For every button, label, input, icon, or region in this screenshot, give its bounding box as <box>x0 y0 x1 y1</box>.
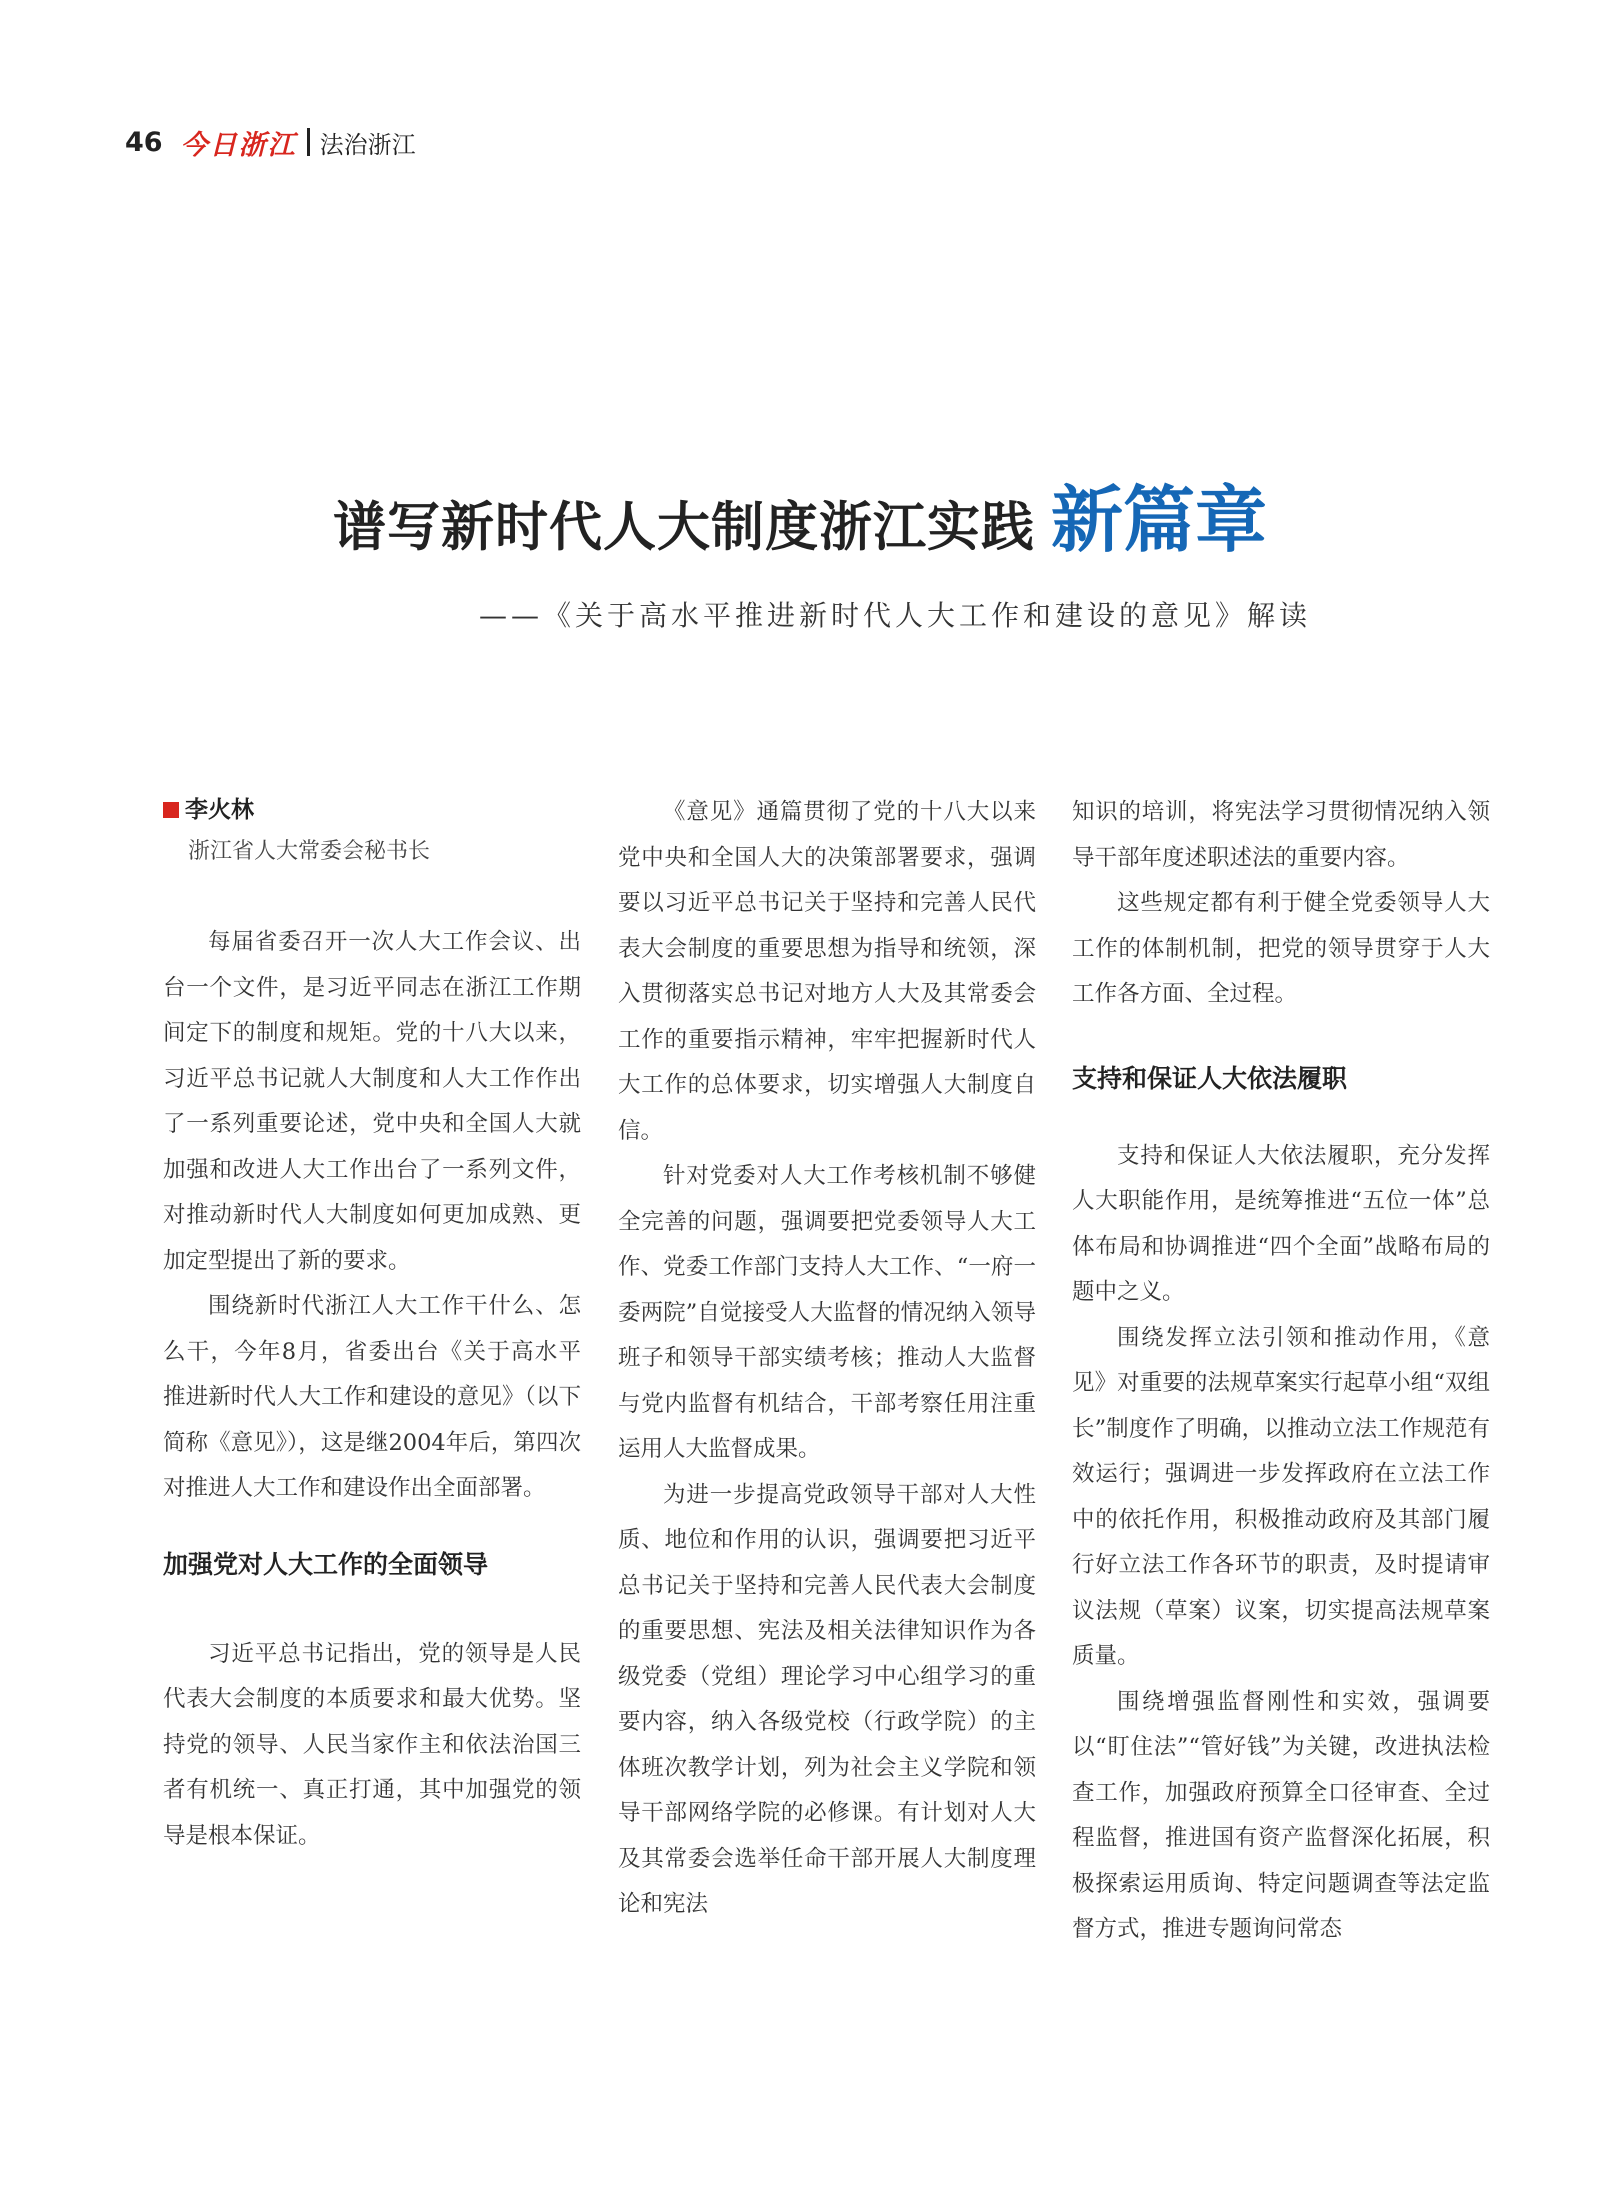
magazine-logo: 今日浙江 <box>180 129 297 161</box>
text-column-2 <box>618 790 1036 1928</box>
author-title: 浙江省人大常委会秘书长 <box>188 839 431 864</box>
paragraph: 围绕发挥立法引领和推动作用，《意见》对重要的法规草案实行起草小组“双组长”制度作了明确，以推动立法工作规范有效运行；强调进一步发挥政府在立法工作中的依托作用，积极推动政府及其部门履行好立法工作各环节的职责，及时提请审议法规（草案）议案，切实提高法规草案质量。 <box>1072 1324 1490 1669</box>
author-name: 李火林 <box>185 797 254 823</box>
article-title <box>0 462 1600 566</box>
article-subtitle: ——《关于高水平推进新时代人大工作和建设的意见》解读 <box>478 599 1311 632</box>
paragraph: 围绕增强监督刚性和实效，强调要以“盯住法”“管好钱”为关键，改进执法检查工作，加强政府预算全口径审查、全过程监督，推进国有资产监督深化拓展，积极探索运用质询、特定问题调查等法定监督方式，推进专题询问常态 <box>1072 1688 1490 1942</box>
author-marker-icon <box>163 802 179 818</box>
paragraph: 围绕新时代浙江人大工作干什么、怎么干，今年8月，省委出台《关于高水平推进新时代人大工作和建设的意见》（以下简称《意见》），这是继2004年后，第四次对推进人大工作和建设作出全面部署。 <box>163 1293 581 1501</box>
title-main: 谱写新时代人大制度浙江实践 <box>332 496 1035 558</box>
text-column-3 <box>1072 790 1490 1953</box>
page-number: 46 <box>125 126 163 158</box>
section-heading: 支持和保证人大依法履职 <box>1072 1063 1348 1093</box>
section-heading: 加强党对人大工作的全面领导 <box>163 1549 489 1579</box>
paragraph: 《意见》通篇贯彻了党的十八大以来党中央和全国人大的决策部署要求，强调要以习近平总书记关于坚持和完善人民代表大会制度的重要思想为指导和统领，深入贯彻落实总书记对地方人大及其常委会工作的重要指示精神，牢牢把握新时代人大工作的总体要求，切实增强人大制度自信。 <box>618 799 1036 1144</box>
paragraph: 每届省委召开一次人大工作会议、出台一个文件，是习近平同志在浙江工作期间定下的制度和规矩。党的十八大以来，习近平总书记就人大制度和人大工作作出了一系列重要论述，党中央和全国人大就加强和改进人大工作出台了一系列文件，对推动新时代人大制度如何更加成熟、更加定型提出了新的要求。 <box>163 929 581 1274</box>
text-column-1 <box>163 790 581 1859</box>
paragraph: 针对党委对人大工作考核机制不够健全完善的问题，强调要把党委领导人大工作、党委工作部门支持人大工作、“一府一委两院”自觉接受人大监督的情况纳入领导班子和领导干部实绩考核；推动人大监督与党内监督有机结合，干部考察任用注重运用人大监督成果。 <box>618 1163 1036 1462</box>
page-header <box>125 124 416 160</box>
author-line <box>163 790 581 830</box>
paragraph-continued: 知识的培训，将宪法学习贯彻情况纳入领导干部年度述职述法的重要内容。 <box>1072 799 1490 871</box>
spacer <box>163 874 581 920</box>
paragraph: 习近平总书记指出，党的领导是人民代表大会制度的本质要求和最大优势。坚持党的领导、人民当家作主和依法治国三者有机统一、真正打通，其中加强党的领导是根本保证。 <box>163 1640 581 1849</box>
paragraph: 这些规定都有利于健全党委领导人大工作的体制机制，把党的领导贯穿于人大工作各方面、全过程。 <box>1072 890 1490 1007</box>
section-name: 法治浙江 <box>319 130 416 159</box>
paragraph: 支持和保证人大依法履职，充分发挥人大职能作用，是统筹推进“五位一体”总体布局和协调推进“四个全面”战略布局的题中之义。 <box>1072 1142 1490 1305</box>
paragraph: 为进一步提高党政领导干部对人大性质、地位和作用的认识，强调要把习近平总书记关于坚持和完善人民代表大会制度的重要思想、宪法及相关法律知识作为各级党委（党组）理论学习中心组学习的重要内容，纳入各级党校（行政学院）的主体班次教学计划，列为社会主义学院和领导干部网络学院的必修课。有计划对人大及其常委会选举任命干部开展人大制度理论和宪法 <box>618 1481 1036 1917</box>
title-accent: 新篇章 <box>1050 478 1267 562</box>
header-divider <box>307 128 310 156</box>
